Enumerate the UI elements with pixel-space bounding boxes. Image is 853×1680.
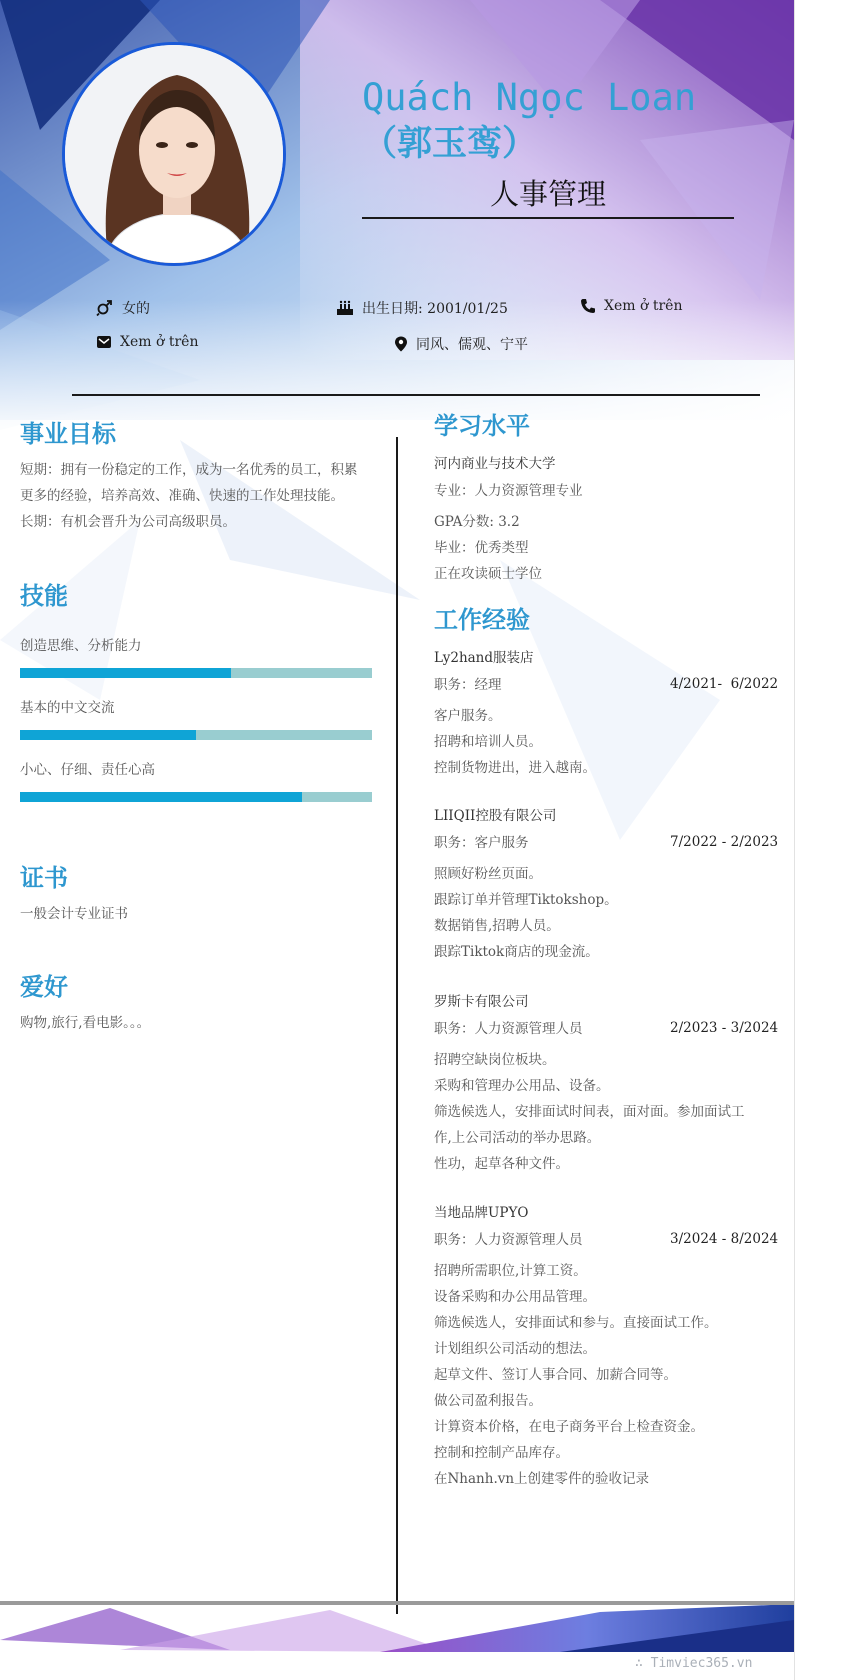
certificates-heading: 证书 <box>20 864 68 892</box>
job-company: 当地品牌UPYO <box>434 1205 529 1221</box>
profile-photo <box>62 42 286 266</box>
birthdate-text: 出生日期: 2001/01/25 <box>362 301 508 317</box>
job-duty: 采购和管理办公用品、设备。 <box>434 1078 610 1094</box>
job-dates: 4/2021- 6/2022 <box>670 676 779 692</box>
job-duty: 筛选候选人，安排面试和参与。直接面试工作。 <box>434 1315 718 1331</box>
address-text: 同风、儒观、宁平 <box>416 337 528 353</box>
gender-info <box>96 298 150 318</box>
career-goal-line: 更多的经验，培养高效、准确、快速的工作处理技能。 <box>20 488 344 504</box>
job-duty: 计算资本价格，在电子商务平台上检查资金。 <box>434 1419 704 1435</box>
education-line: GPA分数: 3.2 <box>434 514 520 530</box>
column-divider <box>396 437 398 1614</box>
experience-heading: 工作经验 <box>434 606 530 634</box>
education-line: 专业：人力资源管理专业 <box>434 483 583 499</box>
title-divider <box>362 217 734 219</box>
hobbies-text: 购物,旅行,看电影。。。 <box>20 1015 151 1031</box>
skill-bar-fill <box>20 730 196 740</box>
job-duty: 照顾好粉丝页面。 <box>434 866 542 882</box>
job-company: 罗斯卡有限公司 <box>434 994 529 1010</box>
skills-heading: 技能 <box>20 582 68 610</box>
skill-label: 小心、仔细、责任心高 <box>20 762 155 778</box>
education-line: 正在攻读硕士学位 <box>434 566 542 582</box>
envelope-icon <box>96 334 112 350</box>
email-text: Xem ở trên <box>120 334 199 350</box>
skill-bar-fill <box>20 792 302 802</box>
job-dates: 7/2022 - 2/2023 <box>670 834 779 850</box>
job-duty: 数据销售,招聘人员。 <box>434 918 560 934</box>
header-divider <box>72 394 760 396</box>
gender-text: 女的 <box>122 301 150 317</box>
job-role: 职务：经理 <box>434 677 502 693</box>
skill-bar-fill <box>20 668 231 678</box>
education-heading: 学习水平 <box>434 412 530 440</box>
skill-bar <box>20 730 372 740</box>
job-dates: 3/2024 - 8/2024 <box>670 1231 779 1247</box>
job-company: Ly2hand服装店 <box>434 650 534 666</box>
job-duty: 做公司盈利报告。 <box>434 1393 542 1409</box>
skill-bar <box>20 792 372 802</box>
job-duty: 性功，起草各种文件。 <box>434 1156 569 1172</box>
phone-info <box>580 298 682 314</box>
phone-text: Xem ở trên <box>604 298 683 314</box>
job-duty: 控制和控制产品库存。 <box>434 1445 569 1461</box>
skill-bar <box>20 668 372 678</box>
watermark: ∴ Timviec365.vn <box>635 1656 753 1671</box>
skill-label: 基本的中文交流 <box>20 700 115 716</box>
email-info <box>96 334 198 350</box>
job-duty: 跟踪Tiktok商店的现金流。 <box>434 944 599 960</box>
career-goal-heading: 事业目标 <box>20 420 116 448</box>
job-duty: 计划组织公司活动的想法。 <box>434 1341 596 1357</box>
chinese-name: （郭玉鸾） <box>362 124 538 164</box>
job-duty: 招聘空缺岗位板块。 <box>434 1052 556 1068</box>
phone-icon <box>580 298 596 314</box>
birthday-cake-icon <box>336 299 354 317</box>
career-goal-line: 短期：拥有一份稳定的工作，成为一名优秀的员工，积累 <box>20 462 358 478</box>
footer-divider <box>0 1601 794 1605</box>
certificate-text: 一般会计专业证书 <box>20 906 128 922</box>
career-goal-line: 长期：有机会晋升为公司高级职员。 <box>20 514 236 530</box>
education-line: 河内商业与技术大学 <box>434 456 556 472</box>
job-duty: 控制货物进出，进入越南。 <box>434 760 596 776</box>
job-duty: 在Nhanh.vn上创建零件的验收记录 <box>434 1471 650 1487</box>
hobbies-heading: 爱好 <box>20 973 68 1001</box>
skill-label: 创造思维、分析能力 <box>20 638 142 654</box>
map-pin-icon <box>394 336 408 352</box>
job-role: 职务：人力资源管理人员 <box>434 1021 583 1037</box>
job-duty: 跟踪订单并管理Tiktokshop。 <box>434 892 618 908</box>
job-dates: 2/2023 - 3/2024 <box>670 1020 779 1036</box>
job-duty: 筛选候选人，安排面试时间表，面对面。参加面试工 <box>434 1104 745 1120</box>
job-duty: 作,上公司活动的举办思路。 <box>434 1130 601 1146</box>
job-duty: 招聘所需职位,计算工资。 <box>434 1263 587 1279</box>
birthdate-info <box>336 298 508 318</box>
job-role: 职务：人力资源管理人员 <box>434 1232 583 1248</box>
job-duty: 起草文件、签订人事合同、加薪合同等。 <box>434 1367 677 1383</box>
job-title: 人事管理 <box>490 177 607 211</box>
job-role: 职务：客户服务 <box>434 835 529 851</box>
education-line: 毕业：优秀类型 <box>434 540 529 556</box>
job-duty: 设备采购和办公用品管理。 <box>434 1289 596 1305</box>
gender-icon <box>96 299 114 317</box>
job-duty: 客户服务。 <box>434 708 502 724</box>
job-company: LIIQII控股有限公司 <box>434 808 557 824</box>
full-name: Quách Ngọc Loan <box>362 76 697 119</box>
job-duty: 招聘和培训人员。 <box>434 734 542 750</box>
address-info <box>394 334 528 354</box>
